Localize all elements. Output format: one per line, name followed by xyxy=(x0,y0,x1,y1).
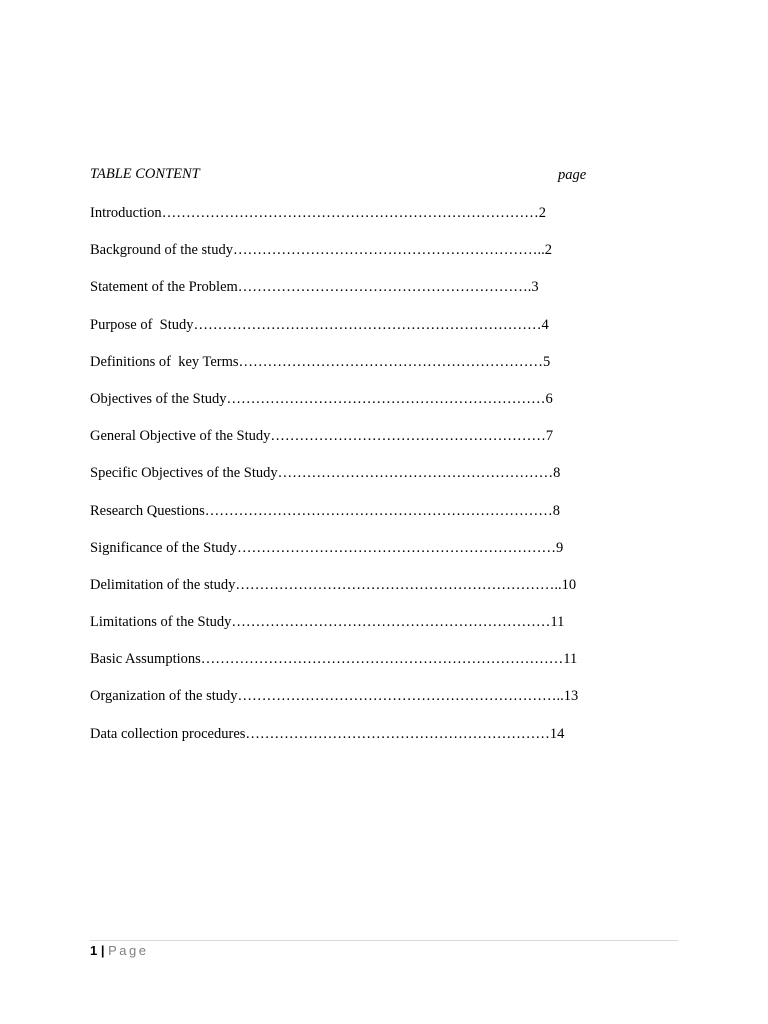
footer-separator: | xyxy=(100,943,105,958)
footer-page-number: 1 xyxy=(90,943,98,958)
toc-entry xyxy=(90,463,578,500)
toc-entry-leader: ……………………………………………………………… xyxy=(204,502,553,519)
toc-entry xyxy=(90,240,578,277)
toc-entry-page: 14 xyxy=(549,725,565,742)
toc-entry-leader: ………………………………………………………….. xyxy=(237,688,564,705)
toc-entry xyxy=(90,315,578,352)
toc-entry-leader: ……………………………………………………… xyxy=(238,353,544,370)
toc-entry-label: Introduction xyxy=(90,205,162,221)
toc-entry xyxy=(90,352,578,389)
toc-entry-leader: ……………………………………………………… xyxy=(245,725,550,742)
toc-entry-page: 13 xyxy=(563,688,579,705)
toc-entry-label: Specific Objectives of the Study xyxy=(90,465,278,482)
toc-entry-label: Definitions of key Terms xyxy=(90,353,239,370)
toc-entry-leader: ………………………………………………… xyxy=(270,428,546,445)
toc-entry-label: Objectives of the Study xyxy=(90,390,227,407)
toc-entry xyxy=(90,649,578,686)
toc-entry xyxy=(90,686,578,723)
toc-entry-page: 11 xyxy=(563,651,578,668)
toc-list xyxy=(90,203,578,761)
toc-entry-leader: ……………………………………………………….. xyxy=(232,242,545,259)
toc-entry-leader: ………………………………………………………… xyxy=(236,539,556,556)
toc-entry-label: Background of the study xyxy=(90,242,233,259)
toc-entry-leader: ………………………………………………………………… xyxy=(200,651,564,668)
toc-entry xyxy=(90,426,578,463)
toc-entry-leader: ……………………………………………………. xyxy=(237,279,532,296)
toc-entry-page: 2 xyxy=(544,242,552,259)
toc-entry xyxy=(90,538,578,575)
toc-entry-label: Organization of the study xyxy=(90,688,238,705)
footer-divider xyxy=(90,940,678,941)
toc-entry-page: 5 xyxy=(543,353,551,370)
toc-entry-leader: ………………………………………………………….. xyxy=(235,576,562,593)
toc-entry-leader: …………………………………………………………………… xyxy=(161,205,539,221)
toc-entry xyxy=(90,575,578,612)
toc-entry-page: 3 xyxy=(531,279,539,296)
toc-entry xyxy=(90,277,578,314)
toc-entry xyxy=(90,724,578,761)
toc-entry-label: Data collection procedures xyxy=(90,725,246,742)
toc-entry-label: Delimitation of the study xyxy=(90,576,236,593)
page-footer xyxy=(90,942,149,960)
toc-entry xyxy=(90,203,578,240)
toc-title: TABLE CONTENT xyxy=(90,166,200,182)
toc-entry-page: 2 xyxy=(538,205,546,221)
toc-entry-label: General Objective of the Study xyxy=(90,428,271,445)
toc-entry-label: Statement of the Problem xyxy=(90,279,238,296)
toc-entry-leader: ………………………………………………………… xyxy=(226,390,546,407)
toc-entry xyxy=(90,612,578,649)
toc-entry-page: 8 xyxy=(552,502,561,519)
toc-entry-page: 6 xyxy=(545,390,553,407)
toc-entry xyxy=(90,389,578,426)
toc-entry-leader: ………………………………………………………… xyxy=(231,614,551,631)
toc-page-column-label: page xyxy=(558,167,587,183)
toc-entry xyxy=(90,501,578,538)
toc-entry-page: 9 xyxy=(555,539,564,556)
toc-entry-page: 7 xyxy=(545,428,554,445)
toc-entry-label: Research Questions xyxy=(90,502,205,519)
toc-entry-page: 10 xyxy=(561,576,577,593)
toc-entry-page: 8 xyxy=(553,465,561,482)
toc-entry-label: Basic Assumptions xyxy=(90,651,201,668)
toc-entry-page: 11 xyxy=(550,614,565,631)
toc-entry-label: Purpose of Study xyxy=(90,316,194,333)
toc-entry-label: Significance of the Study xyxy=(90,539,237,556)
toc-entry-page: 4 xyxy=(541,316,549,333)
toc-entry-leader: ……………………………………………………………… xyxy=(193,316,542,333)
toc-entry-leader: ………………………………………………… xyxy=(277,465,554,482)
toc-entry-label: Limitations of the Study xyxy=(90,614,232,631)
footer-page-label: Page xyxy=(108,943,149,958)
toc-header xyxy=(90,166,590,186)
